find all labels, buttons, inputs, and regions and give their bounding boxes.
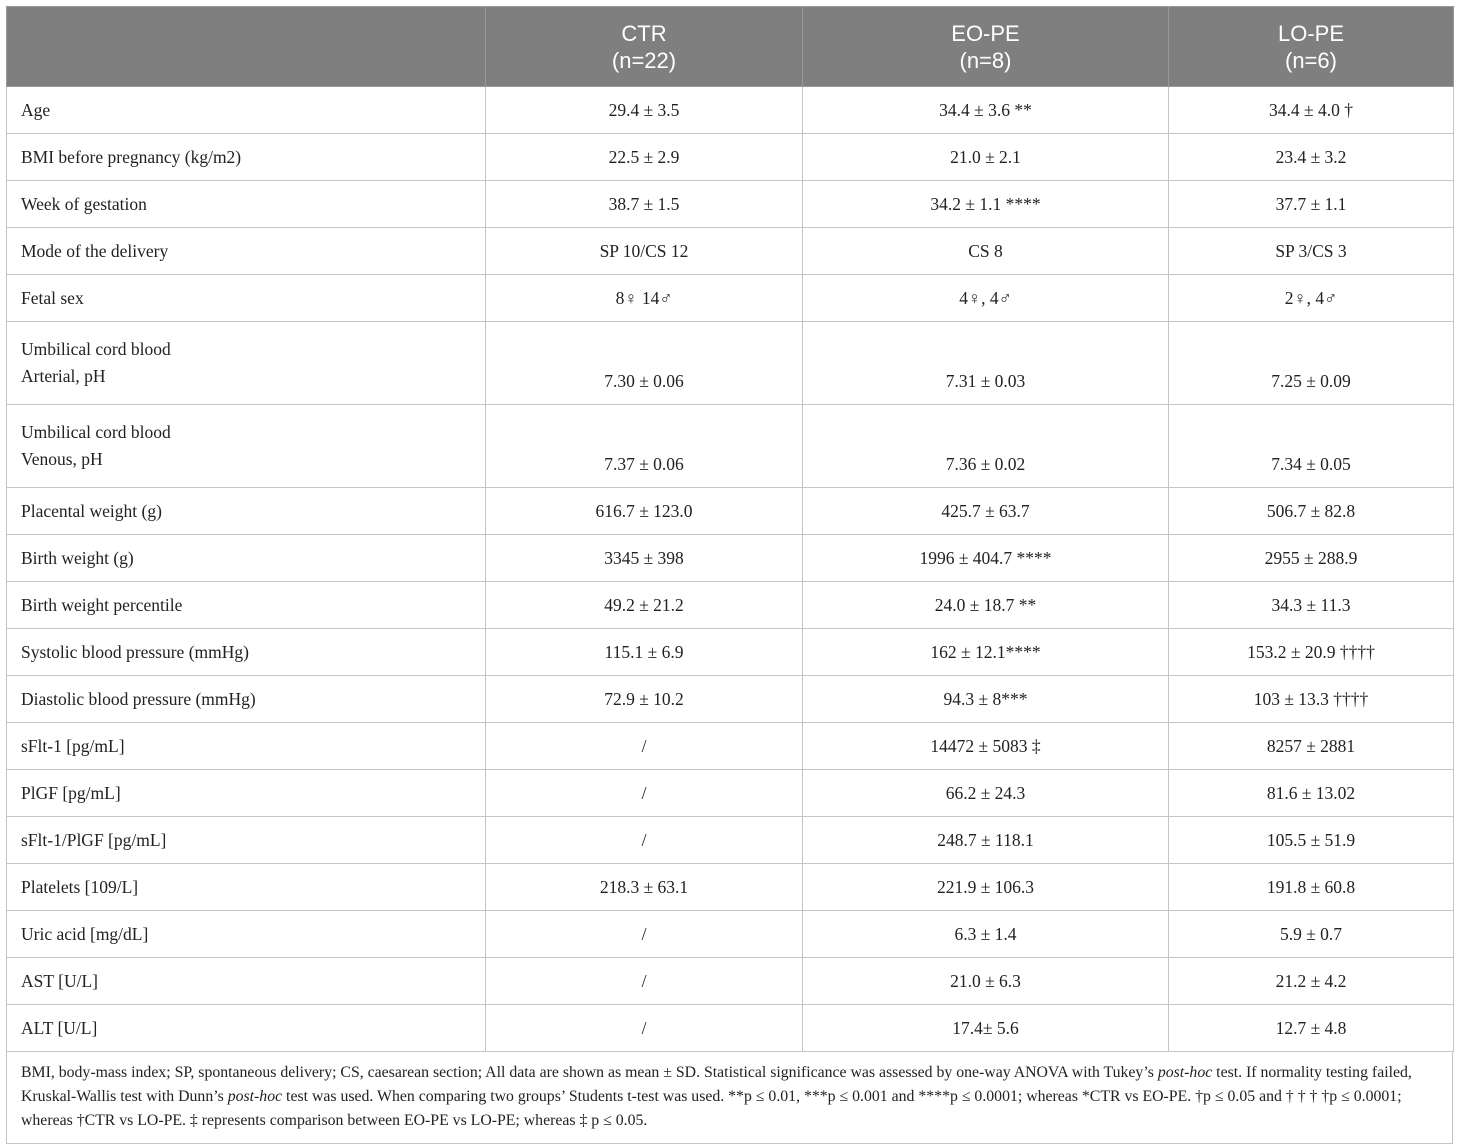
footnote-text-2: test. If normality testing failed, Kruskal-Wallis test with Dunn’s xyxy=(21,1064,1412,1105)
row-label xyxy=(7,87,486,134)
row-label-line: Mode of the delivery xyxy=(21,240,169,261)
row-label xyxy=(7,275,486,322)
cell-lo-pe: 8257 ± 2881 xyxy=(1169,723,1454,770)
cell-lo-pe: 105.5 ± 51.9 xyxy=(1169,817,1454,864)
cell-ctr: 22.5 ± 2.9 xyxy=(486,134,803,181)
cell-eo-pe: 34.2 ± 1.1 **** xyxy=(803,181,1169,228)
cell-lo-pe: 37.7 ± 1.1 xyxy=(1169,181,1454,228)
header-ctr-n: (n=22) xyxy=(611,47,677,73)
row-label xyxy=(7,958,486,1005)
table-row xyxy=(7,958,1454,1005)
cell-ctr: 616.7 ± 123.0 xyxy=(486,488,803,535)
cell-ctr: / xyxy=(486,817,803,864)
cell-ctr: SP 10/CS 12 xyxy=(486,228,803,275)
footnote-text-1: BMI, body-mass index; SP, spontaneous delivery; CS, caesarean section; All data are shown as mean ± SD. Statistical significance was assessed by one-way ANOVA with Tukey’s xyxy=(21,1064,1158,1081)
header-cell-eo-pe xyxy=(803,7,1169,87)
table-row xyxy=(7,134,1454,181)
row-label-line: Age xyxy=(21,99,51,120)
table-row xyxy=(7,488,1454,535)
footnote-posthoc-1: post-hoc xyxy=(1157,1064,1213,1081)
table-row xyxy=(7,275,1454,322)
row-label-line: Birth weight (g) xyxy=(21,547,134,568)
cell-ctr: / xyxy=(486,723,803,770)
row-label xyxy=(7,228,486,275)
row-label xyxy=(7,864,486,911)
cell-eo-pe: 14472 ± 5083 ‡ xyxy=(803,723,1169,770)
row-label-line: Fetal sex xyxy=(21,287,84,308)
row-label xyxy=(7,770,486,817)
table-row xyxy=(7,322,1454,405)
cell-lo-pe: 5.9 ± 0.7 xyxy=(1169,911,1454,958)
row-label-line: Uric acid [mg/dL] xyxy=(21,923,149,944)
header-eo-pe-name: EO-PE xyxy=(951,20,1020,46)
cell-ctr: 3345 ± 398 xyxy=(486,535,803,582)
cell-eo-pe: 425.7 ± 63.7 xyxy=(803,488,1169,535)
table-container xyxy=(6,6,1453,1144)
table-row xyxy=(7,629,1454,676)
cell-eo-pe: 7.31 ± 0.03 xyxy=(803,322,1169,405)
row-label-line: BMI before pregnancy (kg/m2) xyxy=(21,146,242,167)
cell-lo-pe: 21.2 ± 4.2 xyxy=(1169,958,1454,1005)
table-row xyxy=(7,87,1454,134)
row-label-line: Placental weight (g) xyxy=(21,500,162,521)
cell-ctr: 49.2 ± 21.2 xyxy=(486,582,803,629)
cell-eo-pe: 162 ± 12.1**** xyxy=(803,629,1169,676)
row-label xyxy=(7,629,486,676)
cell-lo-pe: 191.8 ± 60.8 xyxy=(1169,864,1454,911)
row-label xyxy=(7,1005,486,1052)
footnote-text-3: test was used. When comparing two groups’ Students t-test was used. **p ≤ 0.01, ***p ≤ 0.001 and ****p ≤ 0.0001; whereas *CTR vs EO-PE. †p ≤ 0.05 and † † † †p ≤ 0.0001; whereas †CTR vs LO-PE. ‡ represents comparison between EO-PE vs LO-PE; whereas ‡ p ≤ 0.05. xyxy=(21,1088,1402,1129)
row-label xyxy=(7,405,486,488)
table-body xyxy=(7,87,1454,1052)
row-label-line: sFlt-1/PlGF [pg/mL] xyxy=(21,829,167,850)
cell-eo-pe: 66.2 ± 24.3 xyxy=(803,770,1169,817)
table-row xyxy=(7,535,1454,582)
header-row xyxy=(7,7,1454,87)
row-label-line: Arterial, pH xyxy=(21,366,106,386)
cell-eo-pe: CS 8 xyxy=(803,228,1169,275)
cell-lo-pe: 2♀, 4♂ xyxy=(1169,275,1454,322)
cell-eo-pe: 21.0 ± 2.1 xyxy=(803,134,1169,181)
row-label-line: Week of gestation xyxy=(21,193,147,214)
header-cell-parameter xyxy=(7,7,486,87)
cell-eo-pe: 17.4± 5.6 xyxy=(803,1005,1169,1052)
row-label-line: Diastolic blood pressure (mmHg) xyxy=(21,688,256,709)
row-label-line: AST [U/L] xyxy=(21,970,98,991)
cell-lo-pe: 7.34 ± 0.05 xyxy=(1169,405,1454,488)
row-label-line: Umbilical cord blood xyxy=(21,422,171,442)
cell-eo-pe: 248.7 ± 118.1 xyxy=(803,817,1169,864)
row-label-line: ALT [U/L] xyxy=(21,1017,98,1038)
footnote-posthoc-2: post-hoc xyxy=(227,1088,283,1105)
cell-ctr: 7.37 ± 0.06 xyxy=(486,405,803,488)
cell-ctr: / xyxy=(486,958,803,1005)
cell-eo-pe: 221.9 ± 106.3 xyxy=(803,864,1169,911)
cell-lo-pe: 153.2 ± 20.9 †††† xyxy=(1169,629,1454,676)
row-label xyxy=(7,582,486,629)
cell-lo-pe: 103 ± 13.3 †††† xyxy=(1169,676,1454,723)
table-footnote xyxy=(6,1052,1453,1144)
row-label xyxy=(7,488,486,535)
row-label xyxy=(7,322,486,405)
cell-ctr: 72.9 ± 10.2 xyxy=(486,676,803,723)
header-lo-pe-n: (n=6) xyxy=(1285,47,1337,73)
table-row xyxy=(7,864,1454,911)
cell-lo-pe: SP 3/CS 3 xyxy=(1169,228,1454,275)
row-label-line: PlGF [pg/mL] xyxy=(21,782,121,803)
row-label xyxy=(7,723,486,770)
cell-eo-pe: 7.36 ± 0.02 xyxy=(803,405,1169,488)
cell-eo-pe: 24.0 ± 18.7 ** xyxy=(803,582,1169,629)
cell-ctr: 8♀ 14♂ xyxy=(486,275,803,322)
cell-lo-pe: 12.7 ± 4.8 xyxy=(1169,1005,1454,1052)
cell-eo-pe: 21.0 ± 6.3 xyxy=(803,958,1169,1005)
cell-lo-pe: 2955 ± 288.9 xyxy=(1169,535,1454,582)
table-row xyxy=(7,1005,1454,1052)
cell-lo-pe: 506.7 ± 82.8 xyxy=(1169,488,1454,535)
row-label-line: Systolic blood pressure (mmHg) xyxy=(21,641,249,662)
cell-ctr: 7.30 ± 0.06 xyxy=(486,322,803,405)
clinical-characteristics-table xyxy=(6,6,1454,1052)
header-cell-ctr xyxy=(486,7,803,87)
cell-lo-pe: 34.3 ± 11.3 xyxy=(1169,582,1454,629)
cell-ctr: / xyxy=(486,1005,803,1052)
cell-eo-pe: 6.3 ± 1.4 xyxy=(803,911,1169,958)
table-row xyxy=(7,676,1454,723)
table-row xyxy=(7,405,1454,488)
row-label xyxy=(7,911,486,958)
row-label-line: Umbilical cord blood xyxy=(21,339,171,359)
row-label-line: Platelets [109/L] xyxy=(21,876,139,897)
cell-ctr: / xyxy=(486,911,803,958)
row-label-line: sFlt-1 [pg/mL] xyxy=(21,735,125,756)
table-row xyxy=(7,770,1454,817)
row-label xyxy=(7,676,486,723)
header-ctr-name: CTR xyxy=(621,20,667,46)
cell-lo-pe: 23.4 ± 3.2 xyxy=(1169,134,1454,181)
table-row xyxy=(7,723,1454,770)
table-row xyxy=(7,582,1454,629)
cell-ctr: 38.7 ± 1.5 xyxy=(486,181,803,228)
cell-lo-pe: 34.4 ± 4.0 † xyxy=(1169,87,1454,134)
table-row xyxy=(7,911,1454,958)
cell-ctr: 218.3 ± 63.1 xyxy=(486,864,803,911)
cell-eo-pe: 34.4 ± 3.6 ** xyxy=(803,87,1169,134)
row-label xyxy=(7,535,486,582)
row-label xyxy=(7,134,486,181)
table-row xyxy=(7,228,1454,275)
row-label xyxy=(7,817,486,864)
cell-eo-pe: 1996 ± 404.7 **** xyxy=(803,535,1169,582)
row-label-line: Venous, pH xyxy=(21,449,103,469)
cell-eo-pe: 4♀, 4♂ xyxy=(803,275,1169,322)
cell-lo-pe: 7.25 ± 0.09 xyxy=(1169,322,1454,405)
row-label-line: Birth weight percentile xyxy=(21,594,183,615)
table-row xyxy=(7,181,1454,228)
header-eo-pe-n: (n=8) xyxy=(959,47,1012,73)
row-label xyxy=(7,181,486,228)
header-lo-pe-name: LO-PE xyxy=(1277,20,1345,46)
cell-lo-pe: 81.6 ± 13.02 xyxy=(1169,770,1454,817)
header-cell-lo-pe xyxy=(1169,7,1454,87)
table-row xyxy=(7,817,1454,864)
cell-ctr: / xyxy=(486,770,803,817)
cell-eo-pe: 94.3 ± 8*** xyxy=(803,676,1169,723)
cell-ctr: 29.4 ± 3.5 xyxy=(486,87,803,134)
cell-ctr: 115.1 ± 6.9 xyxy=(486,629,803,676)
